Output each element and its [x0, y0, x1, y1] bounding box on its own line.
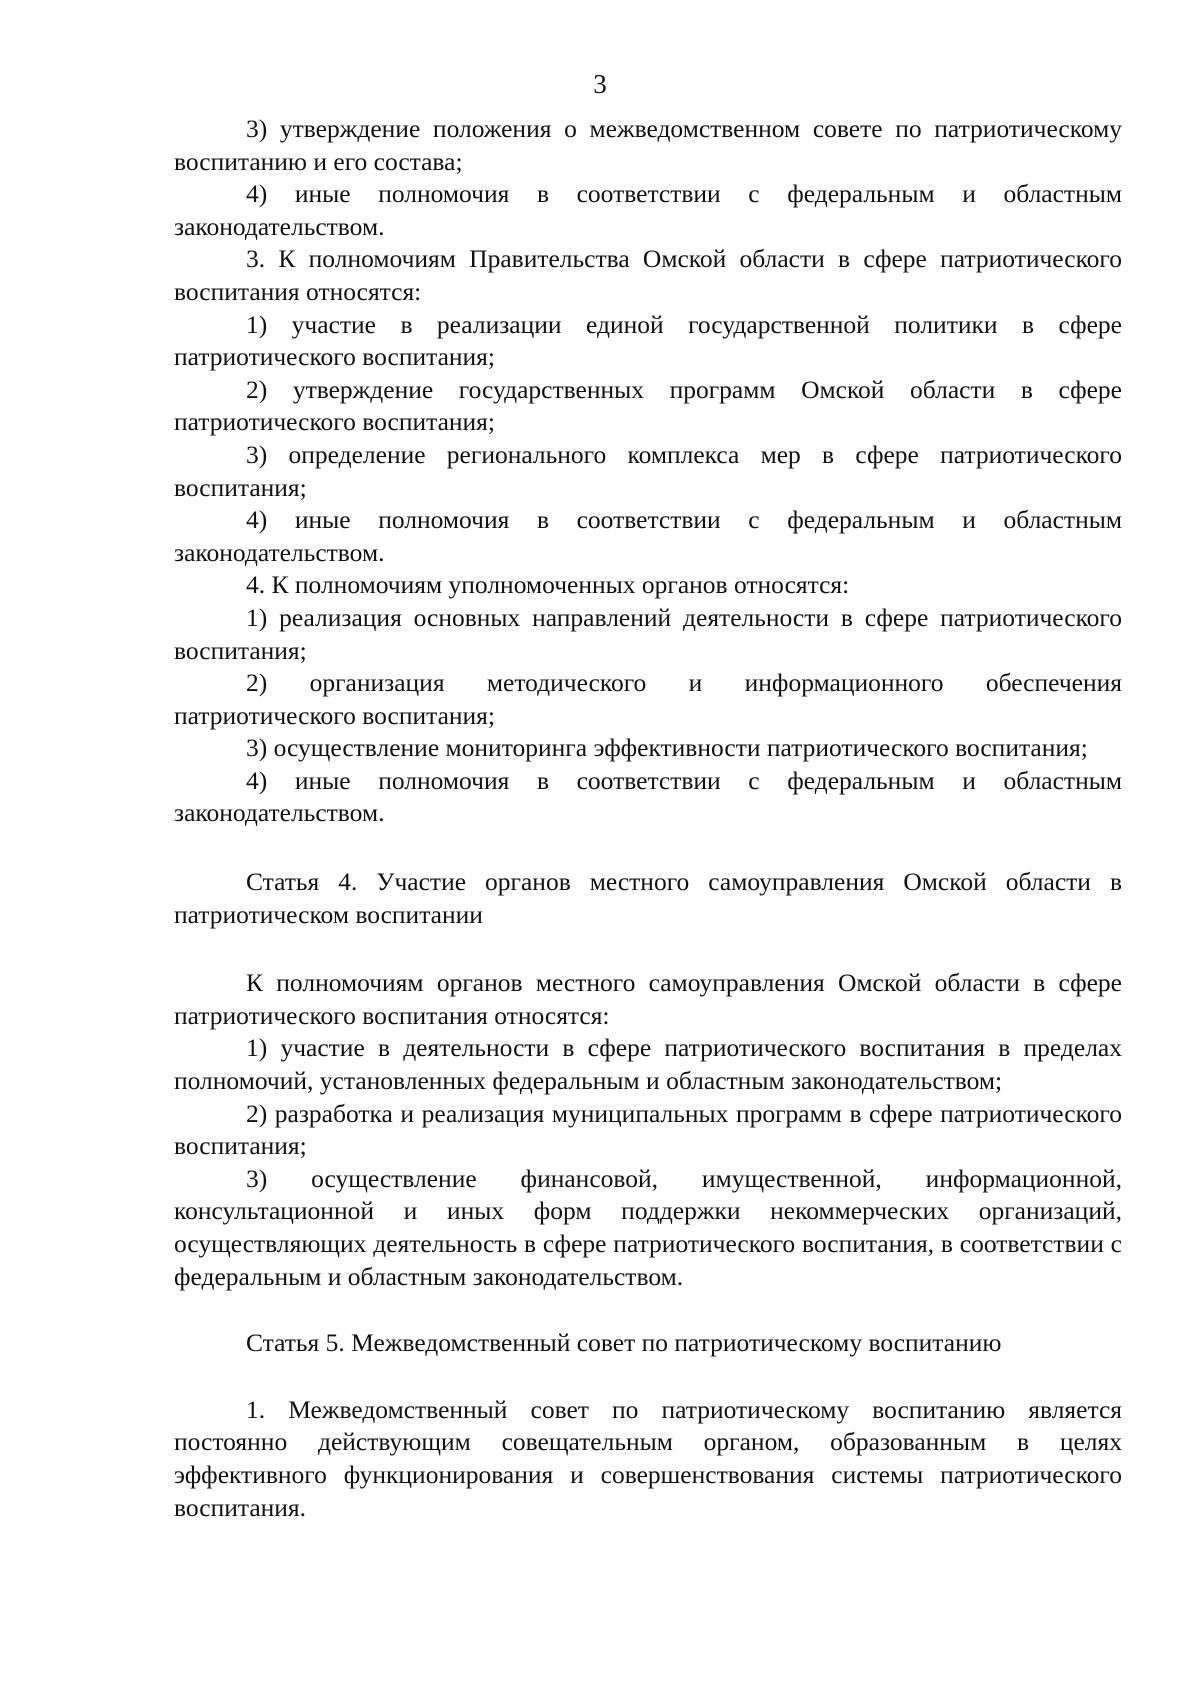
paragraph: 2) утверждение государственных программ Омской области в сфере патриотического воспитания;	[174, 374, 1122, 437]
article-5-title: Статья 5. Межведомственный совет по патриотическому воспитанию	[246, 1328, 1002, 1358]
paragraph: 3) осуществление мониторинга эффективности патриотического воспитания;	[246, 733, 1088, 763]
spacer	[174, 830, 1122, 866]
page-number: 3	[593, 69, 607, 99]
paragraph: 4) иные полномочия в соответствии с федеральным и областным законодательством.	[174, 505, 1122, 567]
paragraph: 3) определение регионального комплекса мер в сфере патриотического воспитания;	[174, 439, 1122, 502]
paragraph: 3) утверждение положения о межведомственном совете по патриотическому воспитанию и его состава;	[174, 114, 1122, 176]
paragraph: 1. Межведомственный совет по патриотическому воспитанию является постоянно действующим совещательным органом, образованным в целях эффективного функционирования и совершенствования системы патриотического воспитания.	[174, 1394, 1122, 1522]
paragraph: 3. К полномочиям Правительства Омской области в сфере патриотического воспитания относятся:	[174, 244, 1122, 306]
paragraph: 3) осуществление финансовой, имущественной, информационной, консультационной и иных форм поддержки некоммерческих организаций, осуществляющих деятельность в сфере патриотического воспитания, в соответствии с федеральным и областным законодательством.	[174, 1163, 1122, 1291]
paragraph: 4. К полномочиям уполномоченных органов относятся:	[246, 570, 850, 600]
paragraph: 1) участие в деятельности в сфере патриотического воспитания в пределах полномочий, установленных федеральным и областным законодательством;	[174, 1033, 1122, 1096]
document-body	[174, 113, 1122, 1524]
spacer	[174, 1293, 1122, 1327]
paragraph: 4) иные полномочия в соответствии с федеральным и областным законодательством.	[174, 765, 1122, 828]
paragraph: К полномочиям органов местного самоуправления Омской области в сфере патриотического воспитания относятся:	[174, 968, 1122, 1030]
paragraph: 1) участие в реализации единой государственной политики в сфере патриотического воспитания;	[174, 309, 1122, 372]
spacer	[174, 931, 1122, 967]
article-4-title: Статья 4. Участие органов местного самоуправления Омской области в патриотическом воспитании	[174, 867, 1122, 929]
paragraph: 1) реализация основных направлений деятельности в сфере патриотического воспитания;	[174, 602, 1122, 665]
paragraph: 2) организация методического и информационного обеспечения патриотического воспитания;	[174, 668, 1122, 730]
paragraph: 4) иные полномочия в соответствии с федеральным и областным законодательством.	[174, 179, 1122, 241]
spacer	[174, 1360, 1122, 1394]
paragraph: 2) разработка и реализация муниципальных программ в сфере патриотического воспитания;	[174, 1098, 1122, 1161]
